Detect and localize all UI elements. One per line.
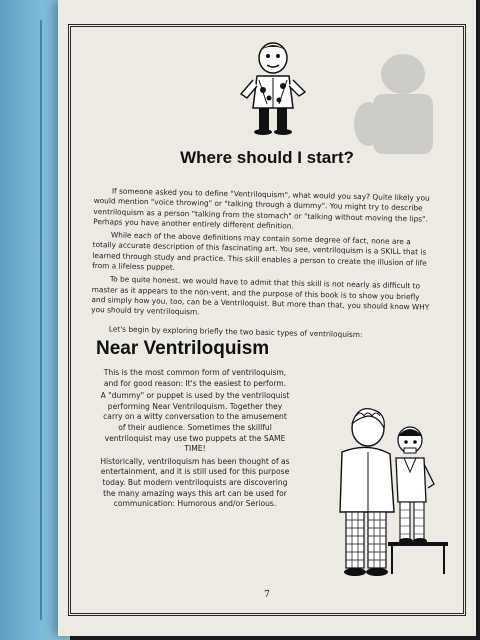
section-heading: Near Ventriloquism <box>96 338 270 359</box>
ventriloquist-with-dummy-illustration <box>328 402 468 582</box>
faded-illustration <box>348 44 458 164</box>
ventriloquist-cartoon <box>233 38 313 138</box>
intro-paragraph: While each of the above definitions may contain some degree of fact, none are a totally accurate description of this fascinating art. You see, ventriloquism is a SKILL that is learned through study and practice. This skill enables a person to create the illusion of life from a lifeless puppet. <box>92 230 427 272</box>
section-text <box>100 368 290 512</box>
page-title: Where should I start? <box>180 148 354 167</box>
section-paragraph: This is the most common form of ventriloquism, and for good reason: It's the easiest to perform. <box>103 368 287 388</box>
page-number: 7 <box>264 590 270 600</box>
intro-text <box>91 186 434 345</box>
section-paragraph: A "dummy" or puppet is used by the ventriloquist performing Near Ventriloquism. Together they carry on a witty conversation to the amusement of their audience. Sometimes the skillful ventriloquist may use two puppets at the SAME TIME! <box>100 391 290 454</box>
intro-paragraph: To be quite honest, we would have to admit that this skill is not nearly as difficult to master as it appears to the non-vent, and the purpose of this book is to show you briefly and simply how you, too, can be a Ventriloquist. But more than that, you should know WHY you should try ventriloquism. <box>91 274 430 317</box>
intro-paragraph: Let's begin by exploring briefly the two basic types of ventriloquism: <box>108 323 363 339</box>
intro-paragraph: If someone asked you to define "Ventriloquism", what would you say? Quite likely you would mention "voice throwing" or "talking through a dummy". You might try to describe ventriloquism as a person "talking from the stomach" or "talking without moving the lips". Perhaps you have another entirely different definition. <box>93 186 430 231</box>
book-page <box>58 0 476 636</box>
cover-fold-line <box>10 20 42 620</box>
section-paragraph: Historically, ventriloquism has been thought of as entertainment, and it is still used for this purpose today. But modern ventriloquists are discovering the many amazing ways this art can be used for communication: Humorous and/or Serious. <box>100 456 290 509</box>
